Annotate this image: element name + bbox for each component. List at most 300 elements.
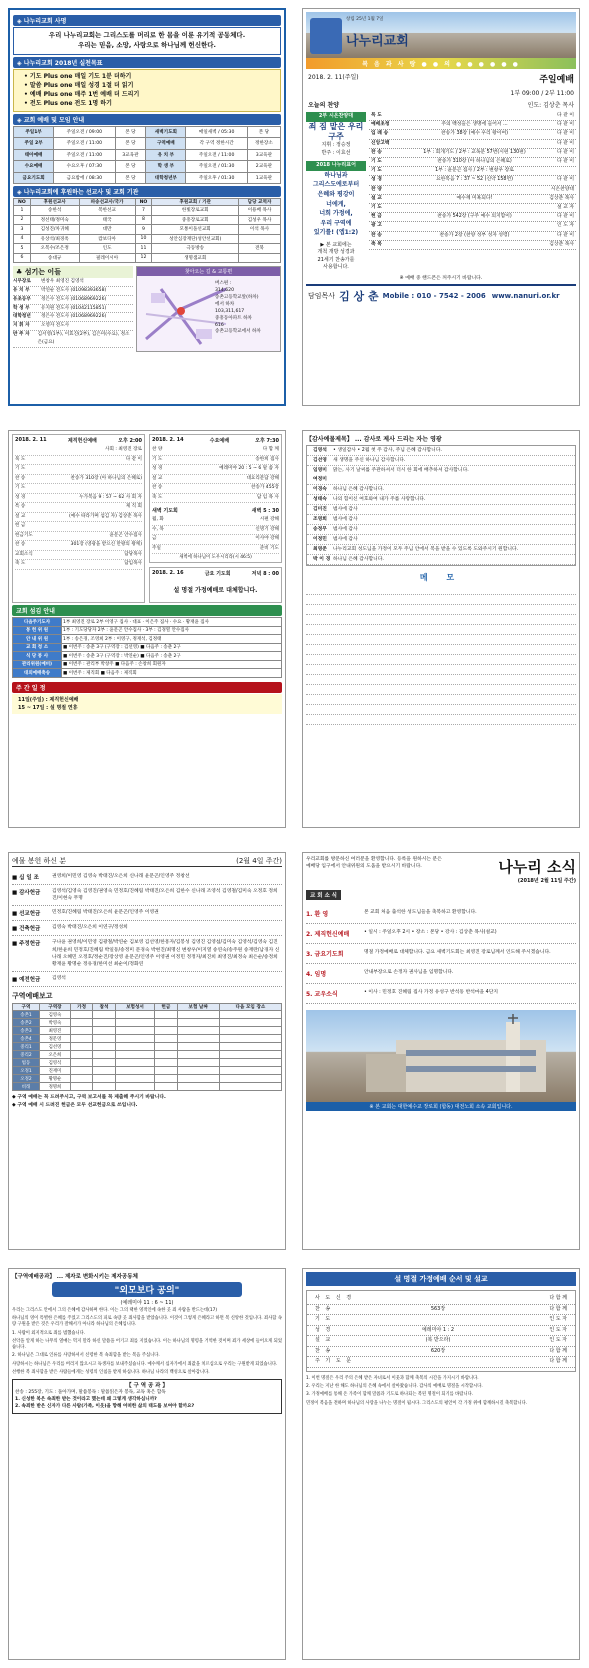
- thanks-name: 김영석: [313, 448, 327, 453]
- roles-value: 1부 최영진 장로 2부 이영구 집사 · 대표 · 이은주 집사 · 수요 · 황재윤 집사: [62, 618, 282, 627]
- staff-row: [13, 331, 133, 348]
- worship-cell: 대학청년부: [146, 172, 186, 184]
- worship-row: [14, 149, 281, 161]
- schedule-detail: 신명기 강해: [255, 526, 279, 532]
- church-building-photo: [306, 1010, 576, 1102]
- cover-sidebar: [306, 112, 366, 272]
- order-row: [369, 232, 576, 241]
- thanks-heading: 【감사예물제목】 ... 감사로 제사 드리는 자는 영광: [306, 436, 442, 443]
- schedule-item: 찬 송: [152, 485, 163, 490]
- schedule-item: 설 교: [152, 475, 163, 481]
- goals-box: [13, 69, 281, 112]
- offering-names: 구나윤 권영희/이민영 김광철/박연순 김보영 김선영/한흥자/김봉성 김영진 김영섭/김미숙 김영석/김영숙 김진희/한윤희 민정호/진혜림 박일동/송정미 문경숙 박현진/최명신 변창우/이지열 송연숙/송주원 송재란/남경자 신나래 오혜민 오정호/정순진/장상영 윤문곤/인영주 이영권 이정민 정정자/최진희 최영진/최정숙 최은순/송정희 황재윤 황명순 정유경/한미선 최순이/정화연: [52, 940, 280, 967]
- map-info: [215, 281, 277, 336]
- holiday-content: 563장: [430, 1305, 446, 1312]
- holiday-note: 3. 가정예배를 통해 온 가족이 함께 말씀과 기도로 하나되는 복된 명절이 되기를 바랍니다.: [306, 1392, 474, 1398]
- offering-row: [12, 921, 282, 936]
- order-person: 다 같 이: [557, 149, 574, 155]
- worship-cell: 태아예배: [14, 149, 54, 161]
- order-content: 찬송가 38장 (예수 우리 왕이여): [441, 131, 508, 137]
- questions-heading: 【 구 역 공 과 】: [126, 1382, 168, 1389]
- district-cell: [155, 1027, 177, 1035]
- district-cell: [115, 1059, 154, 1067]
- order-row: [369, 112, 576, 121]
- district-cell: 박영숙: [40, 1019, 71, 1027]
- schedule-line: [15, 560, 142, 570]
- district-cell: [219, 1043, 281, 1051]
- schedule-item: 헌금기도: [15, 532, 33, 538]
- weekly-heading: 주 간 일 정: [12, 682, 282, 693]
- worship-cell: 3교육관: [247, 149, 280, 161]
- district-cell: [155, 1083, 177, 1091]
- mission-cell: 한빛장로교회: [152, 206, 239, 216]
- staff-row: [13, 287, 133, 296]
- district-cell: 중리2: [13, 1051, 40, 1059]
- memo-line: [306, 615, 576, 625]
- holiday-row: [307, 1336, 575, 1347]
- district-row: [13, 1051, 282, 1059]
- memo-line: [306, 685, 576, 695]
- church-logo: [310, 18, 342, 54]
- order-item: 찬 양: [371, 186, 382, 192]
- holiday-item: 사 도 신 경: [315, 1295, 354, 1301]
- order-row: [369, 176, 576, 185]
- district-row: [13, 1019, 282, 1027]
- schedule-detail: (예수 따라가며 섬김 자) 김상춘 목사: [68, 513, 142, 519]
- worship-row: [14, 126, 281, 138]
- offering-date: (2월 4일 주간): [236, 857, 282, 865]
- order-row: [369, 204, 576, 213]
- mission-row: [14, 244, 281, 254]
- order-item: 찬 송: [371, 232, 382, 238]
- thanks-row: [307, 505, 575, 515]
- staff-role: 유초등부: [13, 296, 31, 302]
- thanks-row: [307, 446, 575, 456]
- holiday-item: 기 도: [315, 1316, 333, 1322]
- lesson-questions: [12, 1379, 282, 1414]
- schedule-detail: 제 직 회: [125, 504, 142, 509]
- lesson-page: [8, 1268, 286, 1660]
- title: 수요예배: [209, 438, 230, 444]
- roles-label: 대외예배축송: [13, 669, 62, 678]
- map-info-line: 103,311,617: [215, 308, 245, 314]
- mission-cell: 3: [14, 225, 31, 235]
- schedule-line: [15, 494, 142, 504]
- news-item-title: 1. 환 영: [306, 911, 329, 918]
- holiday-content: 620장: [430, 1347, 446, 1354]
- schedule-detail: 사회 : 최영진 장로: [105, 447, 142, 452]
- offering-names: 김영숙 박태진/오은희 이연구/정성희: [52, 925, 128, 931]
- motto-line: 너에게,: [326, 200, 346, 208]
- roles-row: [13, 626, 282, 635]
- thanks-row: [307, 515, 575, 525]
- time: 새벽 5 : 30: [251, 508, 279, 514]
- order-item: 헌 금: [371, 214, 382, 220]
- holiday-row: [307, 1294, 575, 1305]
- mission-header: 후원교회 / 기관: [152, 199, 239, 206]
- schedule-detail: 담 임 목 사: [256, 494, 279, 500]
- order-item: 설 교: [371, 195, 382, 201]
- worship-cell: 2교육관: [247, 161, 280, 173]
- district-cell: 송촌1: [13, 1011, 40, 1019]
- district-cell: [93, 1051, 115, 1059]
- staff-row: [13, 322, 133, 331]
- memo-line: [306, 655, 576, 665]
- staff-role: 유 치 부: [13, 287, 30, 293]
- district-row: [13, 1083, 282, 1091]
- schedule-detail: 대요리문답 강해: [246, 475, 279, 481]
- order-content: [413, 140, 536, 148]
- mission-row: [14, 234, 281, 244]
- service-date: 2018. 2. 11(주일): [308, 74, 359, 81]
- thanks-page: [302, 430, 580, 828]
- schedule-item: 찬 송: [15, 475, 26, 481]
- district-cell: 오정1: [13, 1067, 40, 1075]
- time: 오후 2:00: [118, 438, 142, 444]
- worship-cell: 1교육관: [247, 172, 280, 184]
- thanks-text: 하나님 은혜 감사합니다.: [333, 487, 384, 492]
- holiday-note: 민정이 복음을 전하며 하나님의 사랑을 나누는 명절이 됩시다. 그리스도의 평안이 각 가정 위에 함께하시길 축복합니다.: [306, 1400, 528, 1406]
- lesson-paragraph: 하나님의 영이 특별한 은혜를 주었고 그리스도의 피로 속량 곳 죄사함을 받았습니다. 이것이 그렇게 은혜라고 하면 복 신앙한 것입니다. 죄사함 속량 구원을 받은 것은 우리가 잘해서가 아니라 하나님의 은혜입니다.: [12, 1316, 282, 1328]
- roles-value: ■ 이번주 : 송춘 3구 (구역장 : 김선영) ■ 다음주 : 송춘 2구: [62, 643, 282, 652]
- worship-cell: 본 당: [115, 161, 146, 173]
- order-row: [369, 158, 576, 167]
- weekly-item: 15 ~ 17일 : 설 명절 연휴: [18, 704, 78, 711]
- district-cell: [219, 1035, 281, 1043]
- order-person: 인 도 자: [557, 223, 574, 229]
- schedule-line: [152, 516, 279, 526]
- pastor-role: 담임목사: [308, 291, 336, 300]
- news-heading: 교 회 소 식: [306, 890, 341, 900]
- district-cell: [70, 1051, 92, 1059]
- order-content: [413, 222, 536, 230]
- order-person: 다 같 이: [557, 232, 574, 238]
- goal-item: • 전도 Plus one 전도 1명 하기: [24, 100, 112, 108]
- motto-line: 있기를! (엡1:2): [313, 229, 359, 237]
- thanks-row: [307, 466, 575, 485]
- order-content: [413, 241, 536, 249]
- district-cell: [70, 1027, 92, 1035]
- roles-value: ■ 이번주 : 제직회 ■ 다음주 : 제직회: [62, 669, 282, 678]
- district-cell: [177, 1051, 219, 1059]
- thanks-text: 범사에 감사: [333, 517, 358, 522]
- thanks-name: 이경숙: [313, 487, 327, 492]
- order-person: 다 같 이: [557, 131, 574, 137]
- date: 2018. 2. 11: [15, 437, 47, 443]
- district-cell: [115, 1035, 154, 1043]
- district-cell: [177, 1067, 219, 1075]
- worship-table: [13, 126, 281, 185]
- holiday-row: [307, 1357, 575, 1368]
- district-row: [13, 1067, 282, 1075]
- roles-label: 교 회 청 소: [13, 643, 62, 652]
- mission-header: 파송선교사/국가: [79, 199, 135, 206]
- schedule-detail: 누가복음 9 : 57 ~ 62 사 회 자: [79, 494, 142, 500]
- motto-line: 은혜와 평강이: [317, 190, 355, 198]
- roles-value: ■ 이번주 : 송춘 3구 (구역장 : 박연순) ■ 다음주 : 송춘 2구: [62, 652, 282, 661]
- order-person: 다 같 이: [557, 113, 574, 118]
- church-website[interactable]: www.nanuri.or.kr: [491, 291, 560, 300]
- memo-line: [306, 595, 576, 605]
- order-content: 예수께 미혹되다!: [456, 195, 493, 201]
- worship-cell: 금요기도회: [14, 172, 54, 184]
- photo-caption: ※ 본 교회는 대한예수교 장로회 (합동) 대전노회 소속 교회입니다.: [306, 1102, 576, 1111]
- roles-label: 봉 헌 위 원: [13, 626, 62, 635]
- roles-row: [13, 652, 282, 661]
- thanks-row: [307, 495, 575, 505]
- question-item: 2. 속죄한 받은 신자가 다른 사람(가족, 이웃)을 향해 어떠한 삶의 태도를 보여야 할까요?: [15, 1404, 195, 1409]
- motto-line: 우리 구역에: [320, 219, 352, 227]
- schedule-line: [15, 456, 142, 466]
- thanks-row: [307, 545, 575, 555]
- schedule-line: [15, 446, 142, 456]
- district-row: [13, 1035, 282, 1043]
- district-header: 보험성서: [115, 1004, 154, 1011]
- memo-line: [306, 585, 576, 595]
- offering-list: [12, 870, 282, 987]
- mission-row: [14, 253, 281, 263]
- staff-row: [13, 296, 133, 305]
- mission-cell: 10: [135, 234, 152, 244]
- mission-cell: 성안심장재단(성안선교회): [152, 234, 239, 244]
- worship-cell: 주일오후 / 01:30: [186, 172, 247, 184]
- district-cell: [93, 1027, 115, 1035]
- news-date: (2018년 2월 11일 주간): [517, 878, 576, 884]
- worship-cell: 주일1부: [14, 126, 54, 138]
- mission-cell: 김성우 목사: [239, 215, 281, 225]
- schedule-line: [152, 465, 279, 475]
- mission-cell: 대만: [79, 225, 135, 235]
- district-cell: [115, 1051, 154, 1059]
- order-person: 다 같 이: [557, 140, 574, 146]
- worship-cell: 본 당: [247, 126, 280, 138]
- order-item: 찬 송: [371, 149, 382, 155]
- questions-intro: 찬송 : 255장, 기도 : 돌아가며, 말씀봉독 : 말씀읽은자 봉독, 교독 혹은 합독: [15, 1390, 166, 1396]
- worship-cell: 금요밤에 / 08:30: [54, 172, 115, 184]
- staff-row: [13, 313, 133, 322]
- schedule-line: [152, 475, 279, 485]
- map-info-line: 616: [215, 322, 224, 328]
- map-heading: 찾아오는 길 & 교통편: [137, 267, 280, 276]
- district-note: ◆ 구역 예배는 꼭 드려주시고, 구역 보고서를 꼭 제출해 주시기 바랍니다.: [12, 1095, 166, 1101]
- thanks-text: 범사에 감사: [333, 537, 358, 542]
- district-cell: [115, 1083, 154, 1091]
- mission-cell: 12: [135, 253, 152, 263]
- worship-cell: 새벽기도회: [146, 126, 186, 138]
- worship-cell: 본 당: [115, 172, 146, 184]
- news-item-text: 명절 가정예배로 대체합니다. 금요 새벽기도회는 최영진 장로님께서 인도해 주시겠습니다.: [364, 950, 551, 955]
- thanks-name: 조영희: [313, 517, 327, 522]
- lesson-paragraph: 선악을 알게 하는 나무의 열매는 먹지 말라 하신 말씀을 어기고 죄를 지었습니다. 이는 하나님의 명령을 거역한 것이며 죄가 세상에 들어오게 되었습니다.: [12, 1338, 282, 1351]
- mission-cell: 9: [135, 225, 152, 235]
- offering-row: [12, 885, 282, 906]
- title: 금요 기도회: [204, 571, 231, 577]
- phone-note: ※ 예배 중 핸드폰은 꺼주시기 바랍니다.: [399, 275, 483, 281]
- schedule-item: 월, 화: [152, 517, 164, 522]
- holiday-note: 2. 우리는 지난 한 해도 하나님의 은혜 속에서 살아왔습니다. 감사의 예배로 명절을 시작합시다.: [306, 1383, 483, 1389]
- holiday-item: 주 기 도 문: [315, 1358, 354, 1364]
- district-cell: 비래: [13, 1083, 40, 1091]
- thanks-text: 새 생명을 주신 하나님 감사합니다.: [333, 458, 406, 463]
- worship-cell: 주일 2부: [14, 138, 54, 150]
- district-cell: [219, 1083, 281, 1091]
- mission-cell: 1: [14, 206, 31, 216]
- order-item: 입 례 송: [371, 131, 389, 137]
- lesson-body: [12, 1308, 282, 1376]
- district-cell: [155, 1043, 177, 1051]
- district-cell: [177, 1059, 219, 1067]
- memo-area: [306, 585, 576, 725]
- thanks-text: 범사에 감사: [333, 507, 358, 512]
- order-content: [413, 186, 536, 194]
- mission-cell: 생명샘교회: [152, 253, 239, 263]
- vision-heading: ◈ 나누리교회 사명: [13, 15, 281, 26]
- wednesday-service: [149, 434, 282, 563]
- pastor-name: 김 상 춘: [339, 289, 379, 303]
- schedule-line: [15, 484, 142, 494]
- lesson-paragraph: 2. 하나님은 그대로 인류를 사랑하셔서 신령한 복 속죄함을 받는 복음 주십니다.: [12, 1353, 160, 1359]
- bulletin-page-info: [8, 8, 286, 406]
- staff-names: 정은수 전도사 (01068969226): [41, 296, 107, 302]
- mission-cell: 태국: [79, 215, 135, 225]
- schedule-item: 교회소식: [15, 551, 33, 557]
- district-cell: [155, 1075, 177, 1083]
- lesson-paragraph: 1. 사람이 외지적으로 죄를 범했습니다.: [12, 1330, 86, 1336]
- district-cell: [93, 1075, 115, 1083]
- mission-heading: ◈ 나누리교회에 후원하는 선교사 및 교회 기관: [13, 186, 281, 197]
- question-item: 1. 신성한 복은 속죄한 받는 것이라고 했는데 왜 그렇게 생각하십니까?: [15, 1397, 157, 1403]
- news-page: [302, 852, 580, 1250]
- schedule-line: [152, 535, 279, 545]
- schedule-line: [15, 551, 142, 561]
- district-cell: 황명순: [40, 1075, 71, 1083]
- holiday-person: 인 도 자: [549, 1326, 567, 1333]
- district-cell: [70, 1075, 92, 1083]
- news-item-text: 본 교회 처음 출석한 성도님들을 축복하고 환영합니다.: [364, 910, 477, 915]
- dawn-note: 새벽에 하나님이 도우시리라(시 46:5): [179, 555, 252, 560]
- worship-cell: 주일오전 / 01:30: [186, 161, 247, 173]
- schedule-line: [15, 503, 142, 513]
- holiday-row: [307, 1305, 575, 1316]
- order-row: [369, 186, 576, 195]
- schedule-detail: 찬송가 455장: [251, 485, 279, 490]
- district-cell: [155, 1067, 177, 1075]
- pastor-phone: Mobile : 010 - 7542 - 2006: [382, 291, 486, 300]
- map-info-line: 중흥동아파트 하차: [215, 315, 252, 321]
- mission-cell: 송대규: [30, 253, 79, 263]
- order-person: 다 같 이: [557, 159, 574, 165]
- district-cell: 김선영: [40, 1043, 71, 1051]
- map-info-line: 에서 하차: [215, 301, 235, 307]
- worship-cell: 주일오전 / 11:00: [54, 149, 115, 161]
- district-cell: [177, 1075, 219, 1083]
- roles-label: 식 당 봉 사: [13, 652, 62, 661]
- mission-cell: 캄보디아: [79, 234, 135, 244]
- order-content: 찬송가 2장 (찬양 성부 성자 성령): [439, 232, 510, 238]
- mission-header: 담당 교역자: [239, 199, 281, 206]
- mission-cell: [239, 253, 281, 263]
- order-row: [369, 195, 576, 204]
- district-cell: [70, 1059, 92, 1067]
- order-content: 찬송가 310장 (아 하나님의 은혜로): [437, 159, 512, 165]
- thanks-row: [307, 535, 575, 545]
- motto-line: 하나님과: [324, 171, 348, 179]
- mission-cell: 8: [135, 215, 152, 225]
- district-cell: [93, 1011, 115, 1019]
- news-item: [306, 964, 576, 984]
- order-person: 다 같 이: [557, 122, 574, 128]
- staff-list: [13, 266, 133, 352]
- church-name: 나누리교회: [346, 34, 409, 49]
- staff-role: 지 휘 자: [13, 323, 30, 329]
- worship-cell: 유 치 부: [146, 149, 186, 161]
- news-title: 나누리 소식: [498, 858, 576, 876]
- thanks-row: [307, 525, 575, 535]
- schedule-page: [8, 430, 286, 828]
- district-header: 구역장: [40, 1004, 71, 1011]
- thanks-text: • 생일감사 • 2월 첫 주 감사, 주님 은혜 감사합니다.: [333, 448, 442, 453]
- order-item: 예배초청: [371, 122, 390, 128]
- thanks-name: 임영미 여정미: [313, 468, 327, 482]
- mission-cell: 정선태/정미숙: [30, 215, 79, 225]
- worship-cell: 수요오후 / 07:30: [54, 161, 115, 173]
- district-cell: [93, 1019, 115, 1027]
- thanks-list: [306, 445, 576, 566]
- worship-cell: 주일오전 / 11:00: [186, 149, 247, 161]
- district-row: [13, 1075, 282, 1083]
- district-cell: [155, 1051, 177, 1059]
- schedule-item: 수, 목: [152, 526, 164, 532]
- order-item: 광 고: [371, 223, 382, 229]
- worship-cell: 수요예배: [14, 161, 54, 173]
- district-cell: 정명희: [40, 1083, 71, 1091]
- lesson-paragraph: 우리는 그리스도 안에서 그의 은혜에 감사하며 한다. 이는 그의 택한 영적인에 속한 곳 죄 사람을 반드는데(17): [12, 1308, 218, 1313]
- map-info-line: 버스편 :: [215, 281, 232, 287]
- district-header: 보험 날짜: [177, 1004, 219, 1011]
- order-row: [369, 241, 576, 250]
- note-line: 21세기 찬송가를: [317, 256, 355, 263]
- memo-line: [306, 605, 576, 615]
- weekly-schedule: [12, 694, 282, 714]
- holiday-content: [355, 1294, 521, 1304]
- schedule-line: [15, 465, 142, 475]
- staff-names: 유지원 전도사 (01042115851): [41, 305, 107, 311]
- mission-cell: 필레이시아: [79, 253, 135, 263]
- thanks-text: 하나님 은혜 감사합니다.: [333, 557, 384, 562]
- mission-cell: 송한석: [30, 206, 79, 216]
- schedule-item: 성 경: [15, 494, 26, 500]
- order-item: 기 도: [371, 159, 382, 165]
- worship-cell: 정한장소: [247, 138, 280, 150]
- offering-row: [12, 870, 282, 885]
- order-item: 묵 도: [371, 113, 382, 118]
- district-cell: [70, 1083, 92, 1091]
- order-content: 요한복음 7 : 37 ~ 52 (신약 158면): [436, 177, 513, 183]
- district-cell: [177, 1027, 219, 1035]
- offering-type: ■ 십 일 조: [12, 875, 39, 881]
- district-cell: 중리1: [13, 1043, 40, 1051]
- district-cell: [93, 1035, 115, 1043]
- district-header: 참석: [93, 1004, 115, 1011]
- district-cell: [219, 1051, 281, 1059]
- district-cell: [70, 1011, 92, 1019]
- slogan-banner: 복 음 과 사 랑 ● ● 의 ● ● ● ● ● ●: [306, 58, 576, 69]
- news-item-title: 3. 금요기도회: [306, 951, 344, 958]
- mission-cell: 모퉁이돌선교회: [152, 225, 239, 235]
- district-header: 다음 모임 장소: [219, 1004, 281, 1011]
- order-row: [369, 167, 576, 176]
- memo-line: [306, 645, 576, 655]
